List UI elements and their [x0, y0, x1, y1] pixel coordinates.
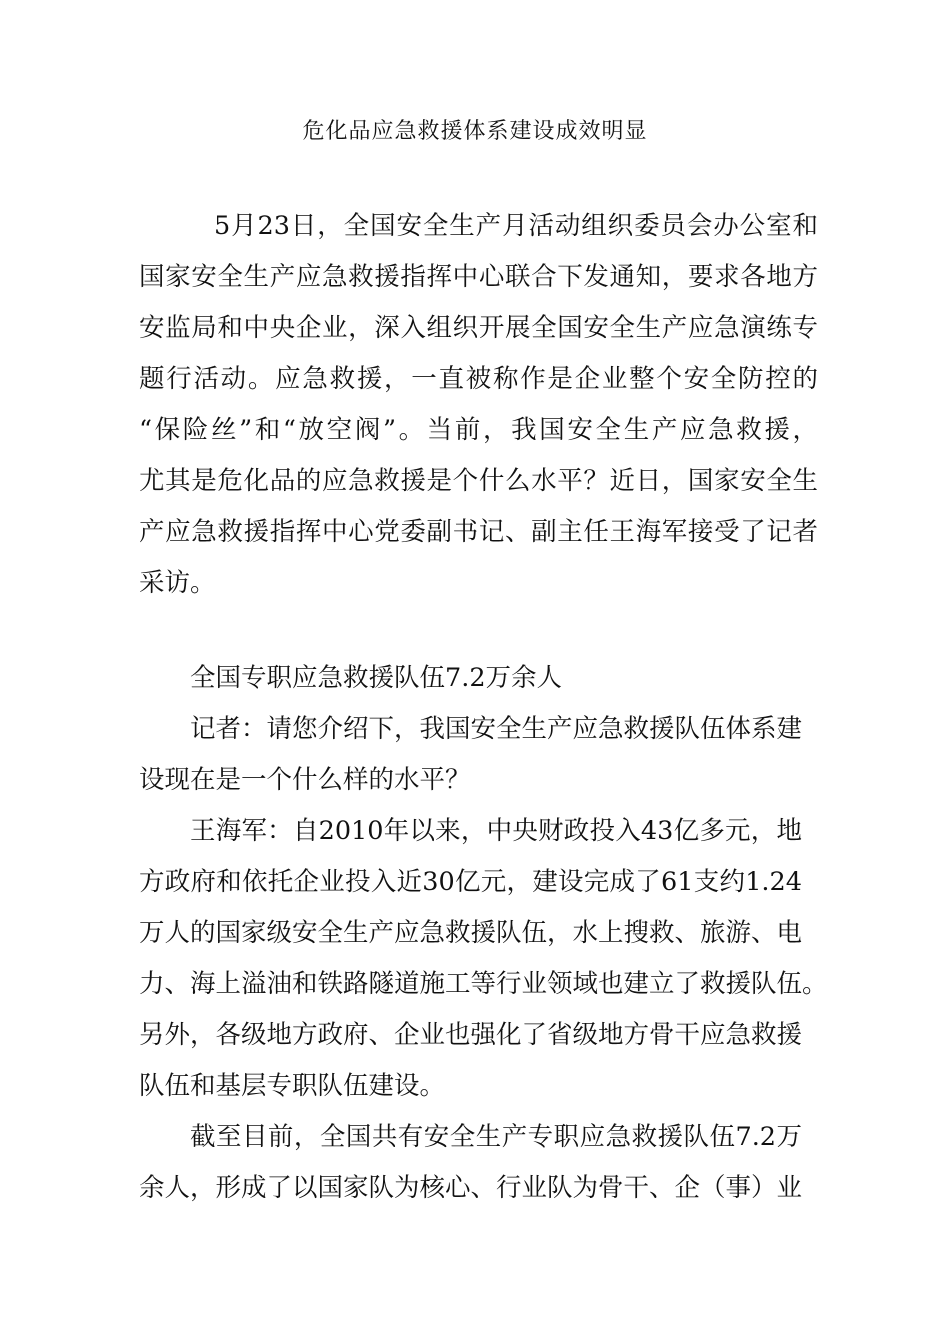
- paragraph-1-line-2: 国家安全生产应急救援指挥中心联合下发通知，要求各地方: [139, 262, 818, 292]
- paragraph-1-line-1: 5月23日，全国安全生产月活动组织委员会办公室和: [214, 211, 818, 241]
- paragraph-3-line-3: 万人的国家级安全生产应急救援队伍，水上搜救、旅游、电: [139, 918, 803, 948]
- paragraph-1-line-4: 题行活动。应急救援，一直被称作是企业整个安全防控的: [139, 364, 818, 394]
- document-title: 危化品应急救援体系建设成效明显: [302, 119, 648, 144]
- paragraph-4-line-2: 余人，形成了以国家队为核心、行业队为骨干、企（事）业: [139, 1173, 803, 1203]
- paragraph-1-line-3: 安监局和中央企业，深入组织开展全国安全生产应急演练专: [139, 313, 818, 343]
- paragraph-2-line-2: 设现在是一个什么样的水平？: [139, 765, 471, 795]
- paragraph-1-line-8: 采访。: [139, 568, 216, 598]
- paragraph-3-line-6: 队伍和基层专职队伍建设。: [139, 1071, 446, 1101]
- section-heading: 全国专职应急救援队伍7.2万余人: [190, 663, 563, 693]
- paragraph-2-line-1: 记者：请您介绍下，我国安全生产应急救援队伍体系建: [190, 714, 803, 744]
- paragraph-3-line-2: 方政府和依托企业投入近30亿元，建设完成了61支约1.24: [139, 867, 802, 897]
- paragraph-1-line-7: 产应急救援指挥中心党委副书记、副主任王海军接受了记者: [139, 517, 818, 547]
- paragraph-1-line-5: “保险丝”和“放空阀”。当前，我国安全生产应急救援，: [139, 415, 818, 445]
- paragraph-4-line-1: 截至目前，全国共有安全生产专职应急救援队伍7.2万: [190, 1122, 802, 1152]
- paragraph-3-line-4: 力、海上溢油和铁路隧道施工等行业领域也建立了救援队伍。: [139, 969, 828, 999]
- paragraph-3-line-5: 另外，各级地方政府、企业也强化了省级地方骨干应急救援: [139, 1020, 803, 1050]
- paragraph-3-line-1: 王海军：自2010年以来，中央财政投入43亿多元，地: [190, 816, 802, 846]
- paragraph-1-line-6: 尤其是危化品的应急救援是个什么水平？近日，国家安全生: [139, 466, 818, 496]
